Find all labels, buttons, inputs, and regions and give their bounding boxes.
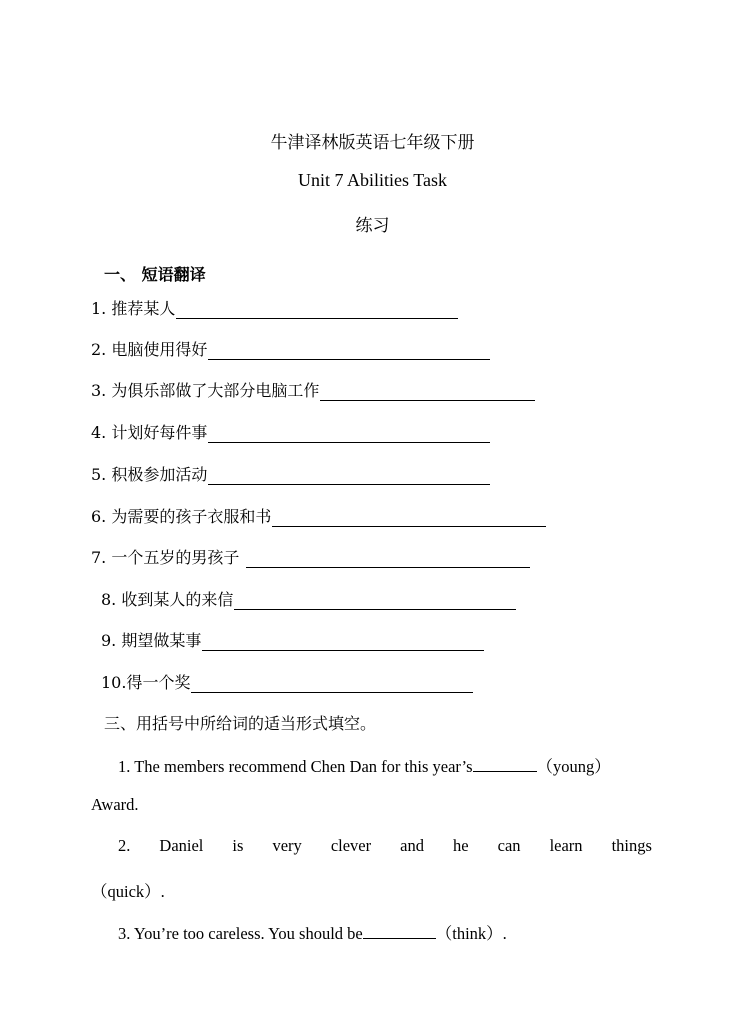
phrase-item-1 — [91, 296, 458, 319]
document-subtitle: 练习 — [355, 216, 390, 236]
answer-blank[interactable] — [320, 384, 535, 401]
question-1-continuation: Award. — [91, 795, 139, 814]
answer-blank[interactable] — [246, 551, 530, 568]
question-text: 3. You’re too careless. You should be — [118, 924, 363, 943]
answer-blank[interactable] — [363, 923, 436, 939]
phrase-item-9 — [101, 628, 484, 651]
answer-blank[interactable] — [191, 676, 473, 693]
phrase-text: 2. 电脑使用得好 — [91, 340, 208, 359]
phrase-item-2 — [91, 337, 490, 360]
phrase-item-3 — [91, 378, 535, 401]
question-word: is — [232, 836, 244, 855]
question-text: 1. The members recommend Chen Dan for this year’s — [118, 757, 473, 776]
answer-blank[interactable] — [272, 510, 546, 527]
question-word: clever — [330, 836, 372, 855]
answer-blank[interactable] — [202, 634, 484, 651]
answer-blank[interactable] — [208, 343, 490, 360]
phrase-item-10 — [101, 670, 473, 693]
word-hint: （young） — [536, 757, 611, 776]
phrase-item-7 — [91, 545, 530, 568]
phrase-text: 10.得一个奖 — [101, 673, 191, 692]
question-word: very — [272, 836, 302, 855]
phrase-item-4 — [91, 420, 490, 443]
phrase-text: 1. 推荐某人 — [91, 299, 176, 318]
question-word: can — [497, 836, 521, 855]
question-word: 2. — [118, 836, 131, 855]
document-title: 牛津译林版英语七年级下册 — [270, 133, 475, 153]
phrase-item-6 — [91, 504, 546, 527]
phrase-text: 7. 一个五岁的男孩子 — [91, 548, 240, 567]
answer-blank[interactable] — [208, 426, 490, 443]
question-1 — [118, 753, 611, 777]
phrase-text: 6. 为需要的孩子衣服和书 — [91, 507, 272, 526]
question-word: learn — [549, 836, 583, 855]
answer-blank[interactable] — [234, 593, 516, 610]
section-heading-fill-in: 三、用括号中所给词的适当形式填空。 — [104, 714, 377, 733]
document-unit-title: Unit 7 Abilities Task — [298, 170, 447, 190]
phrase-text: 8. 收到某人的来信 — [101, 590, 234, 609]
phrase-item-5 — [91, 462, 490, 485]
question-3 — [118, 920, 507, 944]
phrase-text: 3. 为俱乐部做了大部分电脑工作 — [91, 381, 320, 400]
question-2-continuation: （quick）. — [91, 882, 165, 901]
phrase-text: 4. 计划好每件事 — [91, 423, 208, 442]
question-word: and — [400, 836, 424, 855]
question-2 — [118, 836, 652, 856]
answer-blank[interactable] — [473, 756, 537, 772]
answer-blank[interactable] — [208, 468, 490, 485]
question-word: things — [611, 836, 652, 855]
phrase-item-8 — [101, 587, 516, 610]
question-word: Daniel — [159, 836, 204, 855]
phrase-text: 9. 期望做某事 — [101, 631, 202, 650]
answer-blank[interactable] — [176, 302, 458, 319]
word-hint: （think）. — [435, 924, 507, 943]
section-heading-phrase-translation: 一、 短语翻译 — [104, 265, 206, 284]
phrase-text: 5. 积极参加活动 — [91, 465, 208, 484]
question-word: he — [453, 836, 469, 855]
